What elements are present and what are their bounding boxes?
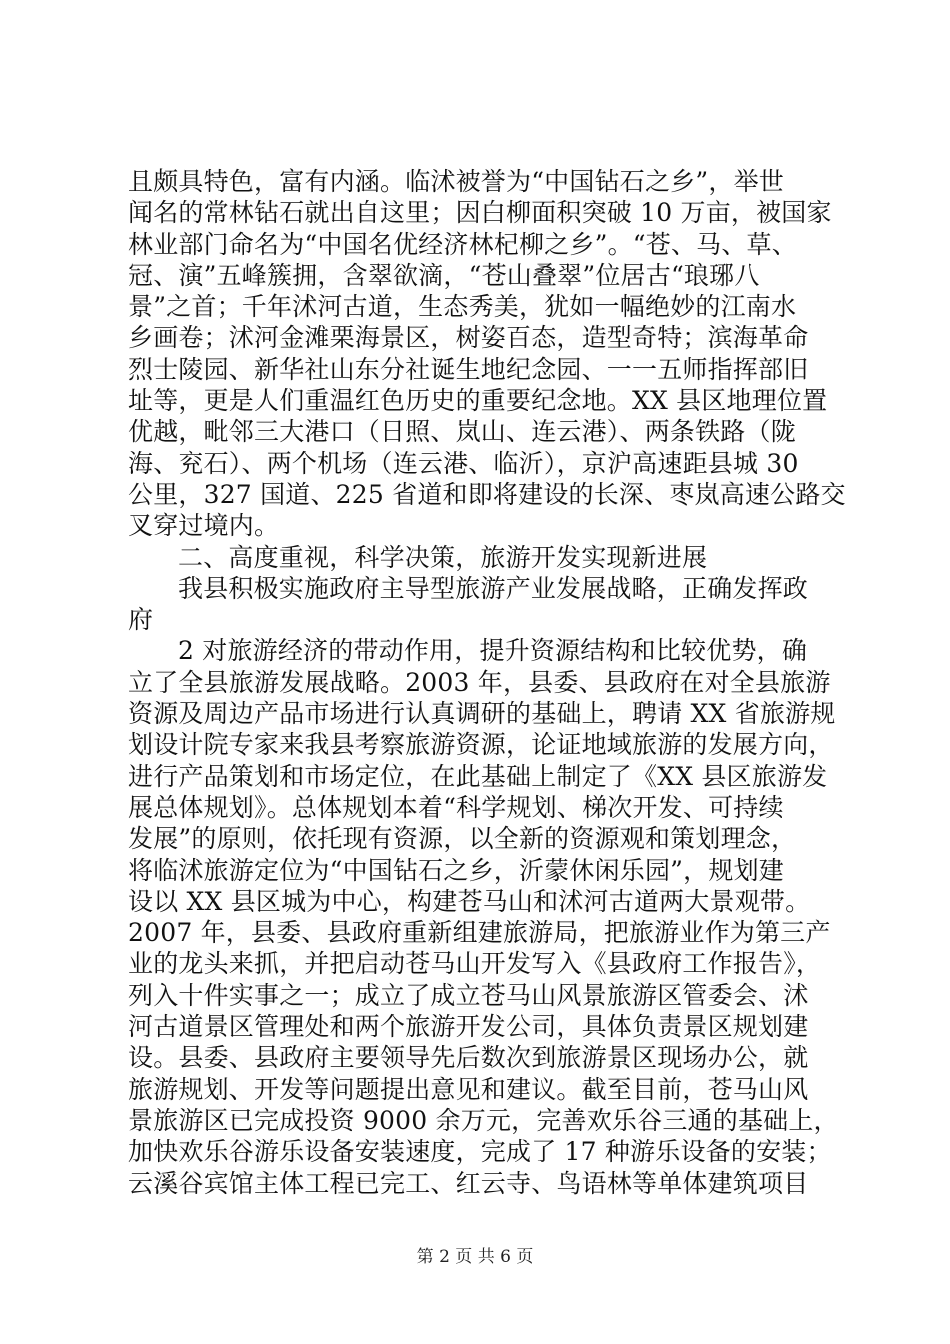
text-line: 公里，327 国道、225 省道和即将建设的长深、枣岚高速公路交 xyxy=(128,479,846,509)
text-line: 旅游规划、开发等问题提出意见和建议。截至目前，苍马山风 xyxy=(128,1074,809,1104)
text-line: 2007 年，县委、县政府重新组建旅游局，把旅游业作为第三产 xyxy=(128,918,831,948)
page-number: 第 2 页 共 6 页 xyxy=(416,1247,534,1267)
text-line: 优越，毗邻三大港口（日照、岚山、连云港）、两条铁路（陇 xyxy=(128,417,796,447)
text-line: 我县积极实施政府主导型旅游产业发展战略，正确发挥政 xyxy=(178,573,809,603)
text-line: 林业部门命名为“中国名优经济林杞柳之乡”。“苍、马、草、 xyxy=(128,229,797,259)
section-heading: 二、高度重视，科学决策，旅游开发实现新进展 xyxy=(178,542,708,572)
text-line: 2 对旅游经济的带动作用，提升资源结构和比较优势，确 xyxy=(178,636,808,666)
text-line: 云溪谷宾馆主体工程已完工、红云寺、鸟语林等单体建筑项目 xyxy=(128,1168,809,1198)
text-line: 叉穿过境内。 xyxy=(128,511,280,541)
text-line: 展总体规划》。总体规划本着“科学规划、梯次开发、可持续 xyxy=(128,792,784,822)
text-line: 业的龙头来抓，并把启动苍马山开发写入《县政府工作报告》， xyxy=(128,949,822,979)
text-line: 列入十件实事之一；成立了成立苍马山风景旅游区管委会、沭 xyxy=(128,980,809,1010)
text-line: 资源及周边产品市场进行认真调研的基础上，聘请 XX 省旅游规 xyxy=(128,699,836,729)
text-line: 且颇具特色，富有内涵。临沭被誉为“中国钻石之乡”，举世 xyxy=(128,167,784,196)
text-line: 海、兖石）、两个机场（连云港、临沂），京沪高速距县城 30 xyxy=(128,448,799,478)
text-line: 加快欢乐谷游乐设备安装速度，完成了 17 种游乐设备的安装； xyxy=(128,1137,832,1167)
text-line: 闻名的常林钻石就出自这里；因白柳面积突破 10 万亩，被国家 xyxy=(128,198,832,228)
text-line: 府 xyxy=(128,605,154,635)
text-line: 将临沭旅游定位为“中国钻石之乡，沂蒙休闲乐园”，规划建 xyxy=(128,855,784,885)
text-line: 景旅游区已完成投资 9000 余万元，完善欢乐谷三通的基础上， xyxy=(128,1105,839,1135)
text-line: 河古道景区管理处和两个旅游开发公司，具体负责景区规划建 xyxy=(128,1012,809,1042)
text-line: 立了全县旅游发展战略。2003 年，县委、县政府在对全县旅游 xyxy=(128,667,831,697)
body-text xyxy=(128,166,846,1199)
text-line: 乡画卷；沭河金滩栗海景区，树姿百态，造型奇特；滨海革命 xyxy=(128,323,809,353)
text-line: 设。县委、县政府主要领导先后数次到旅游景区现场办公，就 xyxy=(128,1043,809,1073)
page-footer xyxy=(0,1247,950,1267)
text-line: 址等，更是人们重温红色历史的重要纪念地。XX 县区地理位置 xyxy=(128,386,828,416)
text-line: 发展”的原则，依托现有资源，以全新的资源观和策划理念， xyxy=(128,824,797,854)
text-line: 设以 XX 县区城为中心，构建苍马山和沭河古道两大景观带。 xyxy=(128,886,811,916)
text-line: 划设计院专家来我县考察旅游资源，论证地域旅游的发展方向， xyxy=(128,730,834,760)
text-line: 烈士陵园、新华社山东分社诞生地纪念园、一一五师指挥部旧 xyxy=(128,354,809,384)
text-line: 冠、演”五峰簇拥，含翠欲滴，“苍山叠翠”位居古“琅琊八 xyxy=(128,260,760,290)
text-line: 景”之首；千年沭河古道，生态秀美，犹如一幅绝妙的江南水 xyxy=(128,292,797,322)
text-line: 进行产品策划和市场定位，在此基础上制定了《XX 县区旅游发 xyxy=(128,761,828,791)
